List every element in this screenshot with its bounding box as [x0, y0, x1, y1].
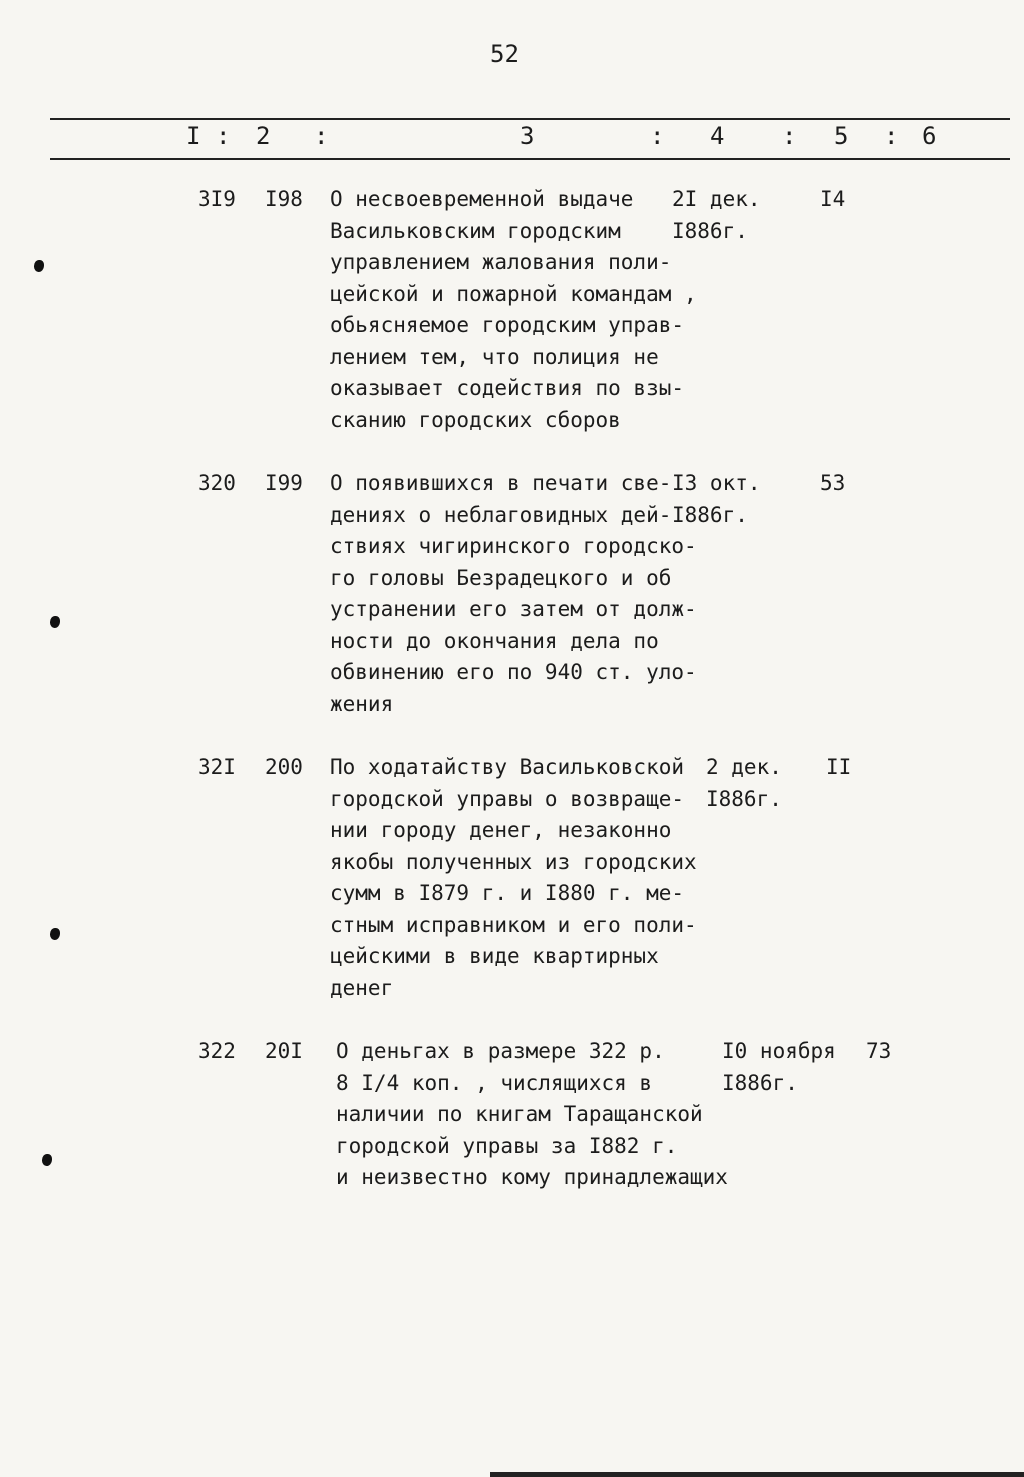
- description-line: обьясняемое городским управ-: [330, 313, 685, 337]
- header-col1: I: [186, 122, 201, 150]
- column-header-row: [50, 120, 1010, 156]
- description-line: сумм в I879 г. и I880 г. ме-: [330, 881, 685, 905]
- entry-description: [330, 184, 697, 436]
- entry-date: [706, 752, 782, 815]
- binder-mark: [42, 1154, 52, 1166]
- description-line: жения: [330, 691, 394, 716]
- header-separator: :: [314, 122, 329, 150]
- description-line: О несвоевременной выдаче: [330, 187, 634, 211]
- description-line: и неизвестно кому принадлежащих: [336, 1165, 728, 1189]
- description-line: сканию городских сборов: [330, 407, 621, 432]
- description-line: 8 I/4 коп. , числящихся в: [336, 1070, 653, 1095]
- date-line: I886г.: [672, 502, 748, 527]
- date-line: 2I дек.: [672, 187, 761, 211]
- date-line: I3 окт.: [672, 471, 761, 495]
- header-separator: :: [884, 122, 899, 150]
- header-rule-bottom: [50, 158, 1010, 160]
- entry-description: [330, 752, 697, 1004]
- description-line: устранении его затем от долж-: [330, 597, 697, 621]
- date-line: I0 ноября: [722, 1039, 836, 1063]
- description-line: наличии по книгам Таращанской: [336, 1102, 703, 1126]
- description-line: дениях о неблаговидных дей-: [330, 502, 672, 527]
- header-col2: 2: [256, 122, 271, 150]
- page-number: 52: [490, 40, 519, 68]
- description-line: О появившихся в печати све-: [330, 471, 672, 495]
- entry-file-number: I98: [265, 187, 303, 211]
- entry-number: 32I: [198, 755, 236, 779]
- entry-number: 320: [198, 471, 236, 495]
- binder-mark: [50, 616, 60, 628]
- description-line: обвинению его по 940 ст. уло-: [330, 660, 697, 684]
- date-line: I886г.: [706, 786, 782, 811]
- description-line: городской управы о возвраще-: [330, 786, 685, 811]
- entry-number: 322: [198, 1039, 236, 1063]
- entry-sheet-count: I4: [820, 187, 846, 211]
- description-line: ности до окончания дела по: [330, 628, 659, 653]
- date-line: 2 дек.: [706, 755, 782, 779]
- date-line: I886г.: [672, 218, 748, 243]
- entry-sheet-count: 73: [866, 1039, 892, 1063]
- description-line: якобы полученных из городских: [330, 849, 697, 874]
- header-col5: 5: [834, 122, 849, 150]
- date-line: I886г.: [722, 1070, 798, 1095]
- entry-date: [722, 1036, 836, 1099]
- description-line: О деньгах в размере 322 р.: [336, 1039, 665, 1063]
- description-line: ствиях чигиринского городско-: [330, 534, 697, 558]
- description-line: нии городу денег, незаконно: [330, 818, 672, 842]
- entry-date: [672, 468, 761, 531]
- header-col6: 6: [922, 122, 937, 150]
- binder-mark: [50, 928, 60, 940]
- description-line: стным исправником и его поли-: [330, 912, 697, 937]
- entry-file-number: I99: [265, 471, 303, 495]
- description-line: управлением жалования поли-: [330, 250, 672, 274]
- entry-sheet-count: 53: [820, 471, 846, 495]
- entry-description: [336, 1036, 728, 1194]
- entry-sheet-count: II: [826, 755, 852, 779]
- page-bottom-edge: [490, 1472, 1024, 1477]
- binder-mark: [34, 260, 44, 272]
- description-line: го головы Безрадецкого и об: [330, 565, 672, 590]
- entry-file-number: 20I: [265, 1039, 303, 1063]
- header-col4: 4: [710, 122, 725, 150]
- description-line: Васильковским городским: [330, 218, 621, 243]
- description-line: лением тем, что полиция не: [330, 344, 659, 369]
- entry-number: 3I9: [198, 187, 236, 211]
- entry-description: [330, 468, 697, 720]
- header-col3: 3: [520, 122, 535, 150]
- description-line: городской управы за I882 г.: [336, 1133, 678, 1158]
- description-line: денег: [330, 975, 394, 1000]
- header-separator: :: [216, 122, 231, 150]
- description-line: цейскими в виде квартирных: [330, 944, 659, 968]
- header-separator: :: [782, 122, 797, 150]
- entry-date: [672, 184, 761, 247]
- description-line: оказывает содействия по взы-: [330, 376, 685, 400]
- header-separator: :: [650, 122, 665, 150]
- description-line: цейской и пожарной командам ,: [330, 281, 697, 306]
- description-line: По ходатайству Васильковской: [330, 755, 685, 779]
- entry-file-number: 200: [265, 755, 303, 779]
